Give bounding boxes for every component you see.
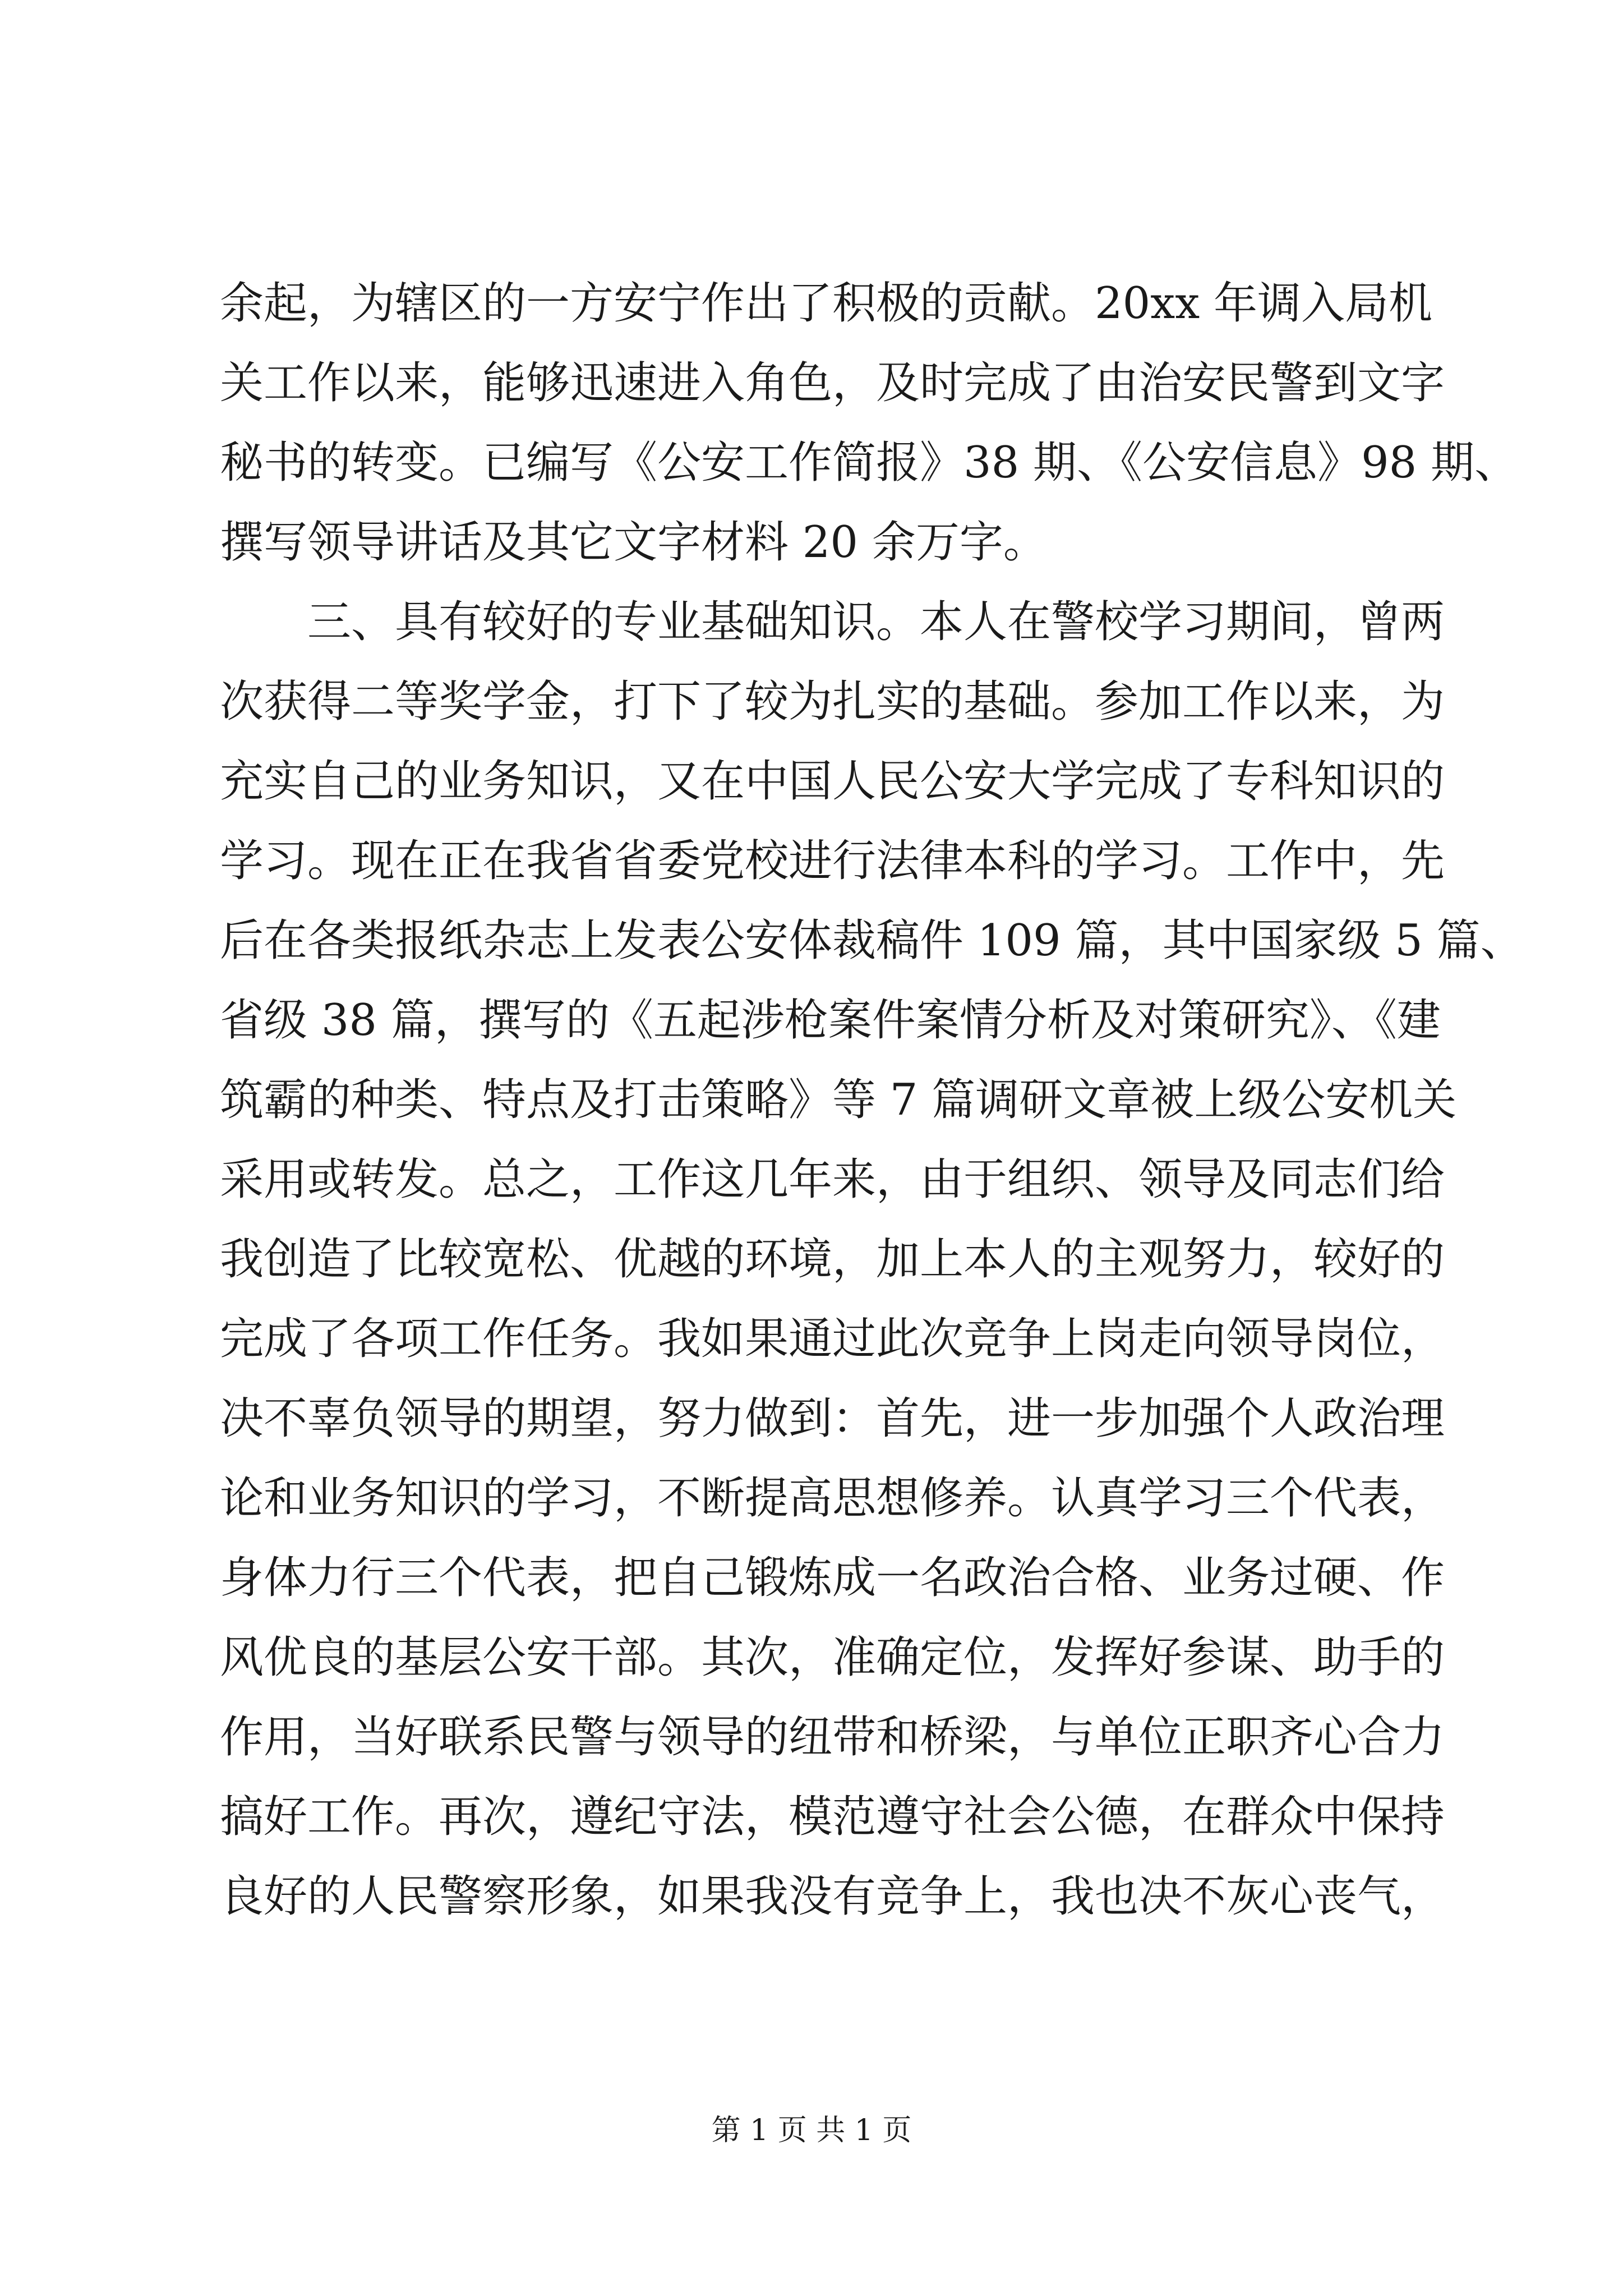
paragraph-2-line-11: 决不辜负领导的期望，努力做到：首先，进一步加强个人政治理 <box>220 1393 1445 1444</box>
paragraph-1-line-3: 秘书的转变。已编写《公安工作简报》38 期、《公安信息》98 期、 <box>220 438 1519 488</box>
paragraph-2-line-7: 筑霸的种类、特点及打击策略》等 7 篇调研文章被上级公安机关 <box>220 1075 1457 1125</box>
paragraph-2-line-3: 充实自己的业务知识，又在中国人民公安大学完成了专科知识的 <box>220 756 1445 807</box>
page-footer <box>0 2108 1623 2153</box>
document-body <box>220 264 1524 1936</box>
paragraph-2-line-10: 完成了各项工作任务。我如果通过此次竞争上岗走向领导岗位， <box>220 1314 1445 1364</box>
paragraph-2-line-13: 身体力行三个代表，把自己锻炼成一名政治合格、业务过硬、作 <box>220 1553 1445 1603</box>
paragraph-2-line-4: 学习。现在正在我省省委党校进行法律本科的学习。工作中，先 <box>220 836 1445 886</box>
paragraph-2-line-16: 搞好工作。再次，遵纪守法，模范遵守社会公德，在群众中保持 <box>220 1792 1445 1842</box>
paragraph-1-line-2: 关工作以来，能够迅速进入角色，及时完成了由治安民警到文字 <box>220 358 1445 408</box>
paragraph-2-line-8: 采用或转发。总之，工作这几年来，由于组织、领导及同志们给 <box>220 1154 1445 1205</box>
paragraph-1-line-1: 余起，为辖区的一方安宁作出了积极的贡献。20xx 年调入局机 <box>220 278 1433 329</box>
paragraph-2-line-17: 良好的人民警察形象，如果我没有竞争上，我也决不灰心丧气， <box>220 1871 1445 1922</box>
paragraph-2-line-6: 省级 38 篇，撰写的《五起涉枪案件案情分析及对策研究》、《建 <box>220 995 1441 1046</box>
paragraph-2-line-12: 论和业务知识的学习，不断提高思想修养。认真学习三个代表， <box>220 1473 1445 1524</box>
paragraph-2-line-1: 三、具有较好的专业基础知识。本人在警校学习期间，曾两 <box>307 597 1445 647</box>
paragraph-2-line-5: 后在各类报纸杂志上发表公安体裁稿件 109 篇，其中国家级 5 篇、 <box>220 915 1524 966</box>
page-number-label: 第 1 页 共 1 页 <box>711 2114 912 2147</box>
paragraph-2-line-2: 次获得二等奖学金，打下了较为扎实的基础。参加工作以来，为 <box>220 677 1445 727</box>
paragraph-2-line-15: 作用，当好联系民警与领导的纽带和桥梁，与单位正职齐心合力 <box>220 1712 1445 1763</box>
paragraph-2-line-14: 风优良的基层公安干部。其次，准确定位，发挥好参谋、助手的 <box>220 1632 1445 1683</box>
paragraph-1-line-4: 撰写领导讲话及其它文字材料 20 余万字。 <box>220 517 1047 568</box>
paragraph-2-line-9: 我创造了比较宽松、优越的环境，加上本人的主观努力，较好的 <box>220 1234 1445 1285</box>
